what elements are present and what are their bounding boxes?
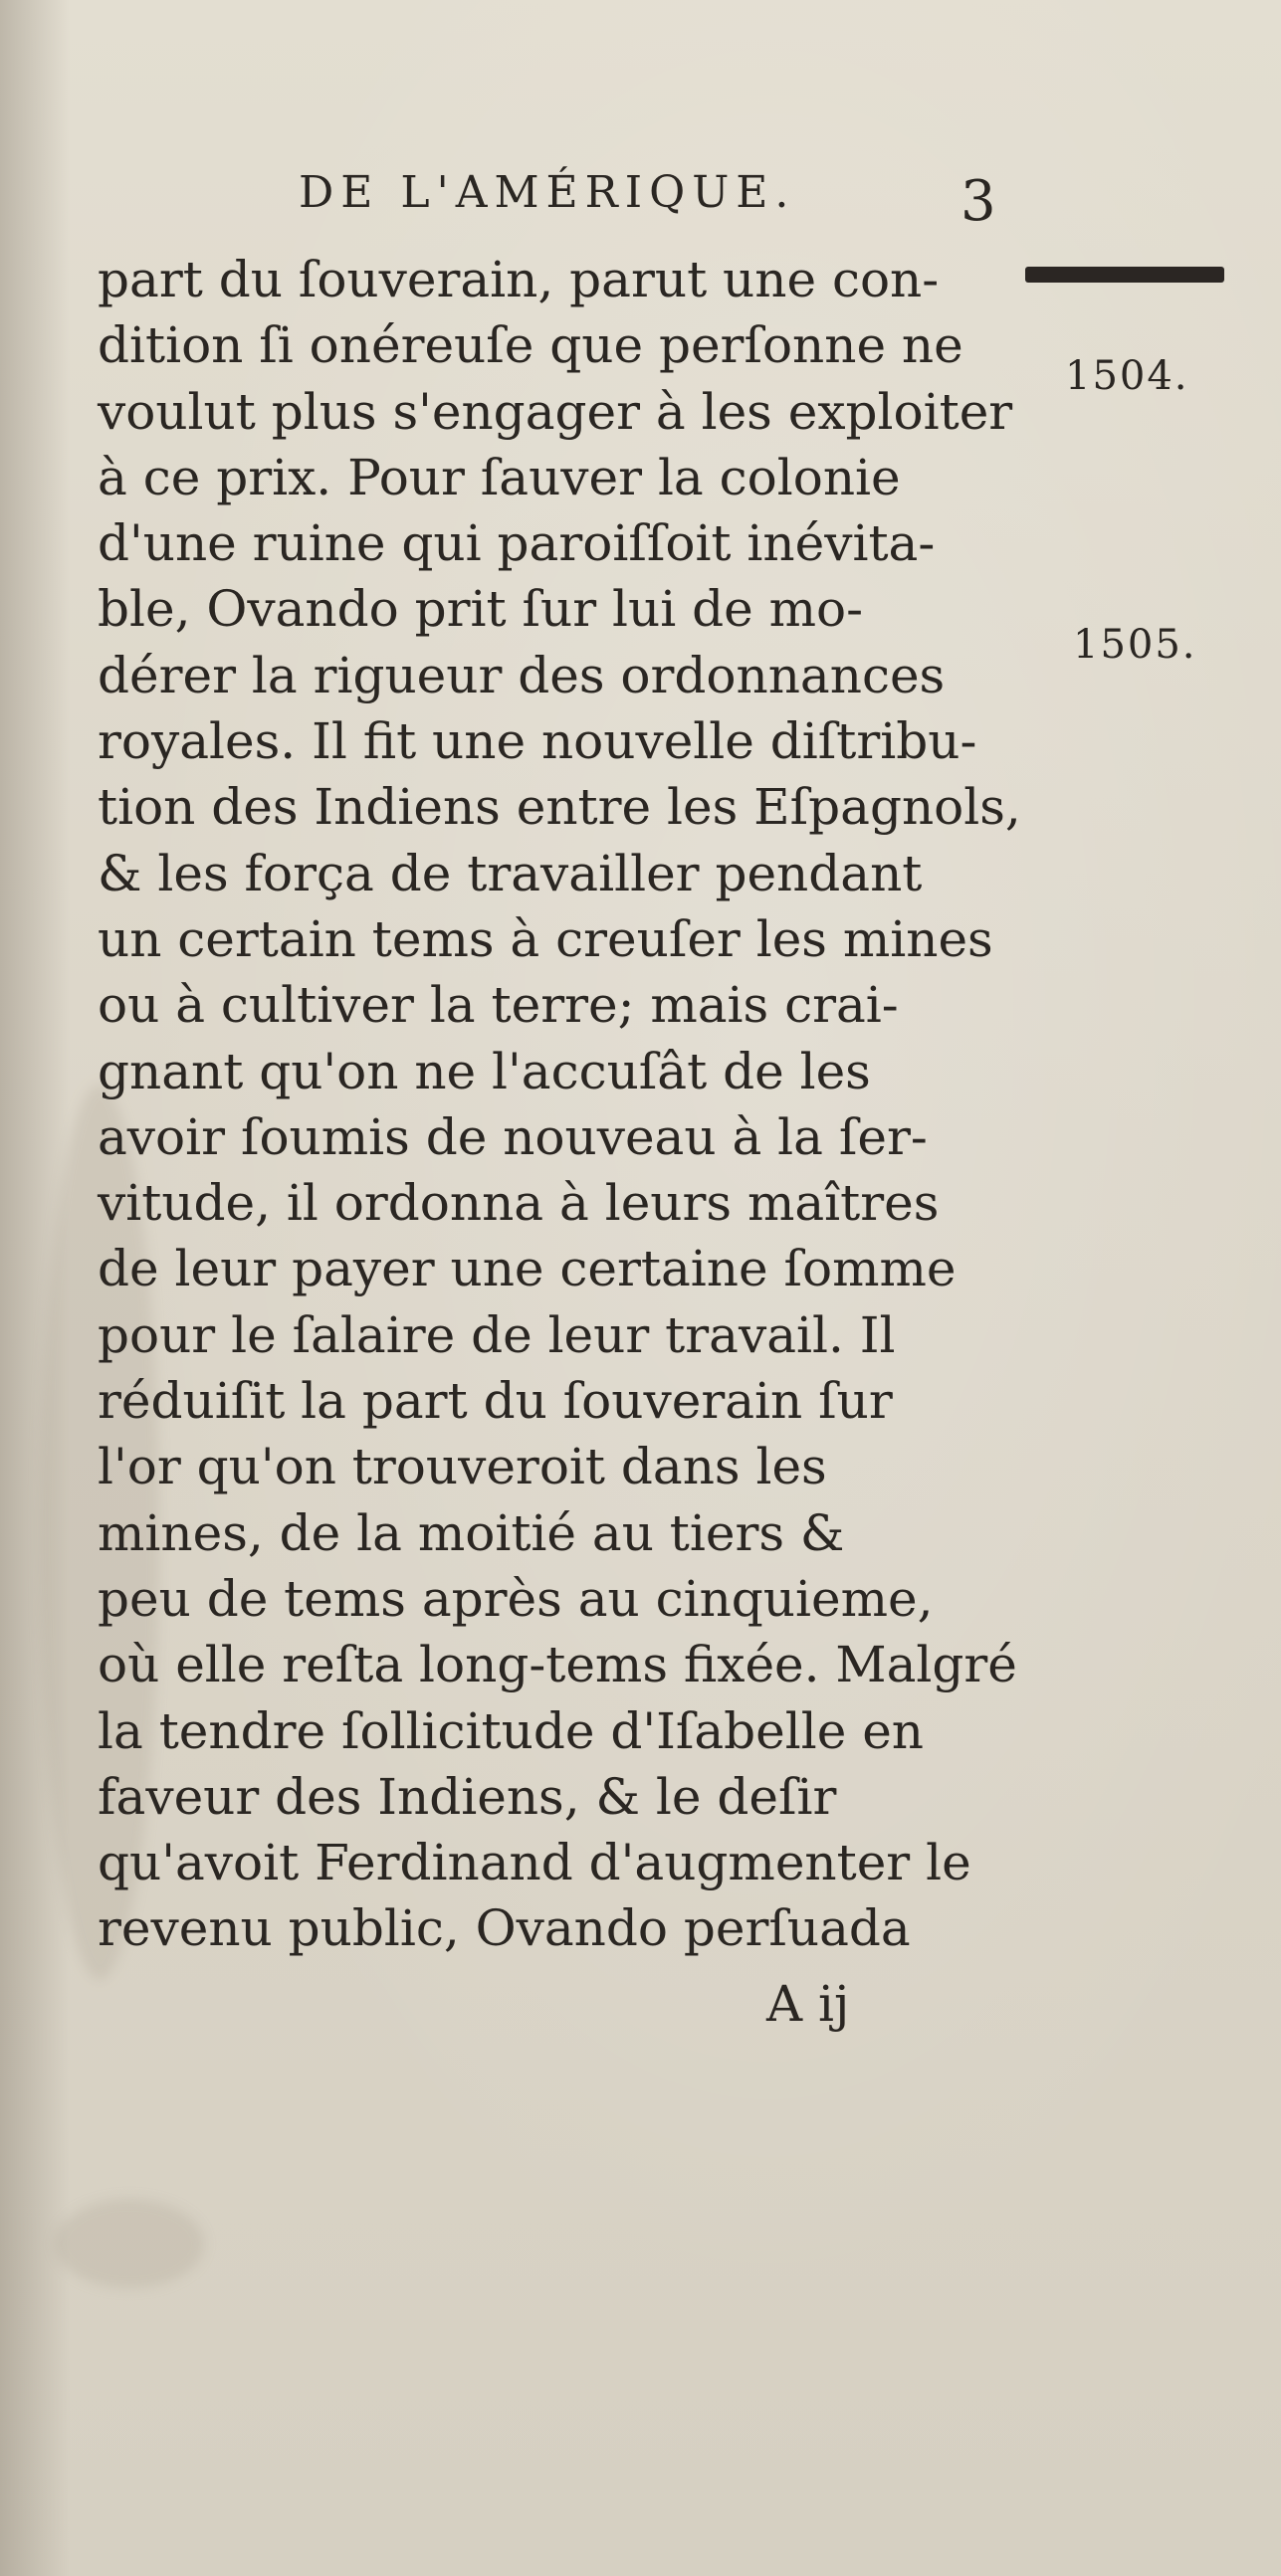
margin-year-1505: 1505.: [1073, 622, 1197, 668]
text-line: faveur des Indiens, & le deſir: [98, 1767, 837, 1826]
text-line: avoir ſoumis de nouveau à la ſer-: [98, 1107, 928, 1166]
text-line: où elle reſta long-tems fixée. Malgré: [98, 1636, 1017, 1694]
text-line: & les força de travailler pendant: [98, 844, 923, 902]
text-line: royales. Il fit une nouvelle diſtribu-: [98, 712, 977, 771]
text-line: qu'avoit Ferdinand d'augmenter le: [98, 1834, 971, 1892]
text-line: réduiſit la part du ſouverain ſur: [98, 1372, 893, 1431]
text-line: tion des Indiens entre les Eſpagnols,: [98, 778, 1021, 837]
margin-rule: [1025, 267, 1224, 283]
paper-stain: [55, 2199, 204, 2288]
text-line: gnant qu'on ne l'accuſât de les: [98, 1042, 871, 1100]
text-line: ble, Ovando prit ſur lui de mo-: [98, 580, 863, 639]
text-line: voulut plus s'engager à les exploiter: [98, 382, 1013, 441]
text-line: vitude, il ordonna à leurs maîtres: [98, 1174, 940, 1233]
text-line: dérer la rigueur des ordonnances: [98, 646, 946, 704]
running-title: DE L'AMÉRIQUE.: [299, 167, 796, 218]
text-line: à ce prix. Pour ſauver la colonie: [98, 448, 901, 506]
text-line: de leur payer une certaine ſomme: [98, 1240, 957, 1298]
text-line: l'or qu'on trouveroit dans les: [98, 1438, 827, 1496]
text-line: la tendre ſollicitude d'Iſabelle en: [98, 1701, 925, 1760]
text-line: mines, de la moitié au tiers &: [98, 1503, 845, 1562]
margin-year-1504: 1504.: [1065, 353, 1189, 399]
text-line: ou à cultiver la terre; mais crai-: [98, 976, 899, 1035]
text-line: pour le ſalaire de leur travail. Il: [98, 1305, 896, 1364]
body-text: [98, 247, 1021, 1962]
text-line: revenu public, Ovando perſuada: [98, 1899, 911, 1958]
text-line: un certain tems à creuſer les mines: [98, 909, 993, 968]
signature-mark: A ij: [766, 1975, 850, 2033]
page-number: 3: [961, 169, 996, 234]
text-line: peu de tems après au cinquieme,: [98, 1569, 934, 1628]
text-line: part du ſouverain, parut une con-: [98, 251, 940, 308]
text-line: d'une ruine qui paroiſſoit inévita-: [98, 514, 936, 573]
text-line: dition ſi onéreuſe que perſonne ne: [98, 316, 963, 375]
